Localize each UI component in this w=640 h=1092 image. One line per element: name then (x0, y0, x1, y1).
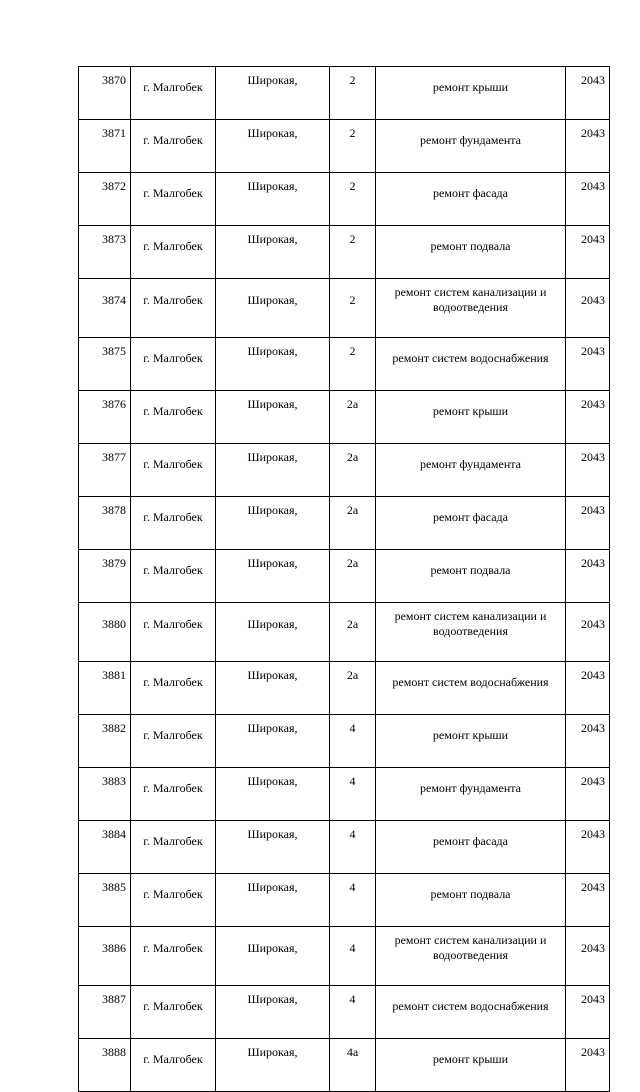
house-number-cell: 4 (330, 986, 376, 1039)
table-row (79, 603, 610, 662)
planned-year-cell: 2043 (566, 279, 610, 338)
planned-year-cell: 2043 (566, 986, 610, 1039)
work-type-cell: ремонт фасада (376, 173, 566, 226)
table-row (79, 986, 610, 1039)
record-number-cell: 3878 (79, 497, 131, 550)
work-type-cell: ремонт фундамента (376, 444, 566, 497)
table-row (79, 120, 610, 173)
table-row (79, 173, 610, 226)
house-number-cell: 4 (330, 927, 376, 986)
table-row (79, 662, 610, 715)
work-type-cell: ремонт фундамента (376, 120, 566, 173)
house-number-cell: 2а (330, 603, 376, 662)
record-number-cell: 3886 (79, 927, 131, 986)
street-cell: Широкая, (216, 67, 330, 120)
record-number-cell: 3879 (79, 550, 131, 603)
record-number-cell: 3883 (79, 768, 131, 821)
street-cell: Широкая, (216, 715, 330, 768)
table-row (79, 444, 610, 497)
table-row (79, 874, 610, 927)
street-cell: Широкая, (216, 821, 330, 874)
city-cell: г. Малгобек (131, 927, 216, 986)
work-type-cell: ремонт крыши (376, 1039, 566, 1092)
street-cell: Широкая, (216, 662, 330, 715)
planned-year-cell: 2043 (566, 338, 610, 391)
street-cell: Широкая, (216, 120, 330, 173)
work-type-cell: ремонт подвала (376, 226, 566, 279)
planned-year-cell: 2043 (566, 444, 610, 497)
planned-year-cell: 2043 (566, 67, 610, 120)
house-number-cell: 4 (330, 715, 376, 768)
house-number-cell: 2 (330, 279, 376, 338)
house-number-cell: 2 (330, 173, 376, 226)
street-cell: Широкая, (216, 497, 330, 550)
city-cell: г. Малгобек (131, 550, 216, 603)
city-cell: г. Малгобек (131, 120, 216, 173)
city-cell: г. Малгобек (131, 603, 216, 662)
record-number-cell: 3871 (79, 120, 131, 173)
work-type-cell: ремонт крыши (376, 67, 566, 120)
record-number-cell: 3873 (79, 226, 131, 279)
planned-year-cell: 2043 (566, 715, 610, 768)
work-type-cell: ремонт подвала (376, 550, 566, 603)
table-row (79, 497, 610, 550)
record-number-cell: 3882 (79, 715, 131, 768)
work-type-cell: ремонт фасада (376, 497, 566, 550)
house-number-cell: 2 (330, 67, 376, 120)
city-cell: г. Малгобек (131, 874, 216, 927)
city-cell: г. Малгобек (131, 173, 216, 226)
work-type-cell: ремонт систем водоснабжения (376, 986, 566, 1039)
record-number-cell: 3887 (79, 986, 131, 1039)
city-cell: г. Малгобек (131, 444, 216, 497)
planned-year-cell: 2043 (566, 391, 610, 444)
planned-year-cell: 2043 (566, 550, 610, 603)
work-type-cell: ремонт систем канализации и водоотведения (376, 603, 566, 662)
record-number-cell: 3888 (79, 1039, 131, 1092)
work-type-cell: ремонт крыши (376, 715, 566, 768)
city-cell: г. Малгобек (131, 1039, 216, 1092)
table-row (79, 550, 610, 603)
house-number-cell: 2а (330, 391, 376, 444)
house-number-cell: 2а (330, 662, 376, 715)
repair-schedule-table (78, 66, 610, 1092)
planned-year-cell: 2043 (566, 768, 610, 821)
work-type-cell: ремонт фасада (376, 821, 566, 874)
street-cell: Широкая, (216, 279, 330, 338)
street-cell: Широкая, (216, 927, 330, 986)
table-row (79, 715, 610, 768)
record-number-cell: 3884 (79, 821, 131, 874)
house-number-cell: 4 (330, 874, 376, 927)
planned-year-cell: 2043 (566, 1039, 610, 1092)
city-cell: г. Малгобек (131, 497, 216, 550)
planned-year-cell: 2043 (566, 226, 610, 279)
house-number-cell: 4 (330, 768, 376, 821)
table-row (79, 768, 610, 821)
street-cell: Широкая, (216, 391, 330, 444)
table-row (79, 927, 610, 986)
house-number-cell: 4а (330, 1039, 376, 1092)
record-number-cell: 3885 (79, 874, 131, 927)
planned-year-cell: 2043 (566, 821, 610, 874)
work-type-cell: ремонт систем канализации и водоотведения (376, 927, 566, 986)
table-row (79, 279, 610, 338)
planned-year-cell: 2043 (566, 927, 610, 986)
house-number-cell: 2 (330, 226, 376, 279)
house-number-cell: 2а (330, 444, 376, 497)
city-cell: г. Малгобек (131, 391, 216, 444)
street-cell: Широкая, (216, 173, 330, 226)
work-type-cell: ремонт фундамента (376, 768, 566, 821)
planned-year-cell: 2043 (566, 603, 610, 662)
city-cell: г. Малгобек (131, 715, 216, 768)
work-type-cell: ремонт подвала (376, 874, 566, 927)
record-number-cell: 3874 (79, 279, 131, 338)
city-cell: г. Малгобек (131, 821, 216, 874)
planned-year-cell: 2043 (566, 120, 610, 173)
house-number-cell: 2а (330, 497, 376, 550)
city-cell: г. Малгобек (131, 279, 216, 338)
city-cell: г. Малгобек (131, 768, 216, 821)
table-row (79, 391, 610, 444)
street-cell: Широкая, (216, 986, 330, 1039)
work-type-cell: ремонт крыши (376, 391, 566, 444)
city-cell: г. Малгобек (131, 338, 216, 391)
record-number-cell: 3877 (79, 444, 131, 497)
table-row (79, 1039, 610, 1092)
work-type-cell: ремонт систем водоснабжения (376, 662, 566, 715)
street-cell: Широкая, (216, 1039, 330, 1092)
planned-year-cell: 2043 (566, 662, 610, 715)
work-type-cell: ремонт систем водоснабжения (376, 338, 566, 391)
house-number-cell: 2а (330, 550, 376, 603)
city-cell: г. Малгобек (131, 67, 216, 120)
street-cell: Широкая, (216, 768, 330, 821)
street-cell: Широкая, (216, 603, 330, 662)
table-row (79, 338, 610, 391)
street-cell: Широкая, (216, 226, 330, 279)
street-cell: Широкая, (216, 550, 330, 603)
planned-year-cell: 2043 (566, 497, 610, 550)
street-cell: Широкая, (216, 874, 330, 927)
city-cell: г. Малгобек (131, 662, 216, 715)
record-number-cell: 3880 (79, 603, 131, 662)
house-number-cell: 2 (330, 338, 376, 391)
record-number-cell: 3875 (79, 338, 131, 391)
record-number-cell: 3876 (79, 391, 131, 444)
house-number-cell: 2 (330, 120, 376, 173)
work-type-cell: ремонт систем канализации и водоотведения (376, 279, 566, 338)
table-row (79, 67, 610, 120)
city-cell: г. Малгобек (131, 226, 216, 279)
planned-year-cell: 2043 (566, 874, 610, 927)
street-cell: Широкая, (216, 444, 330, 497)
record-number-cell: 3881 (79, 662, 131, 715)
table-body (79, 67, 610, 1092)
record-number-cell: 3870 (79, 67, 131, 120)
planned-year-cell: 2043 (566, 173, 610, 226)
street-cell: Широкая, (216, 338, 330, 391)
city-cell: г. Малгобек (131, 986, 216, 1039)
house-number-cell: 4 (330, 821, 376, 874)
table-row (79, 821, 610, 874)
table-row (79, 226, 610, 279)
record-number-cell: 3872 (79, 173, 131, 226)
